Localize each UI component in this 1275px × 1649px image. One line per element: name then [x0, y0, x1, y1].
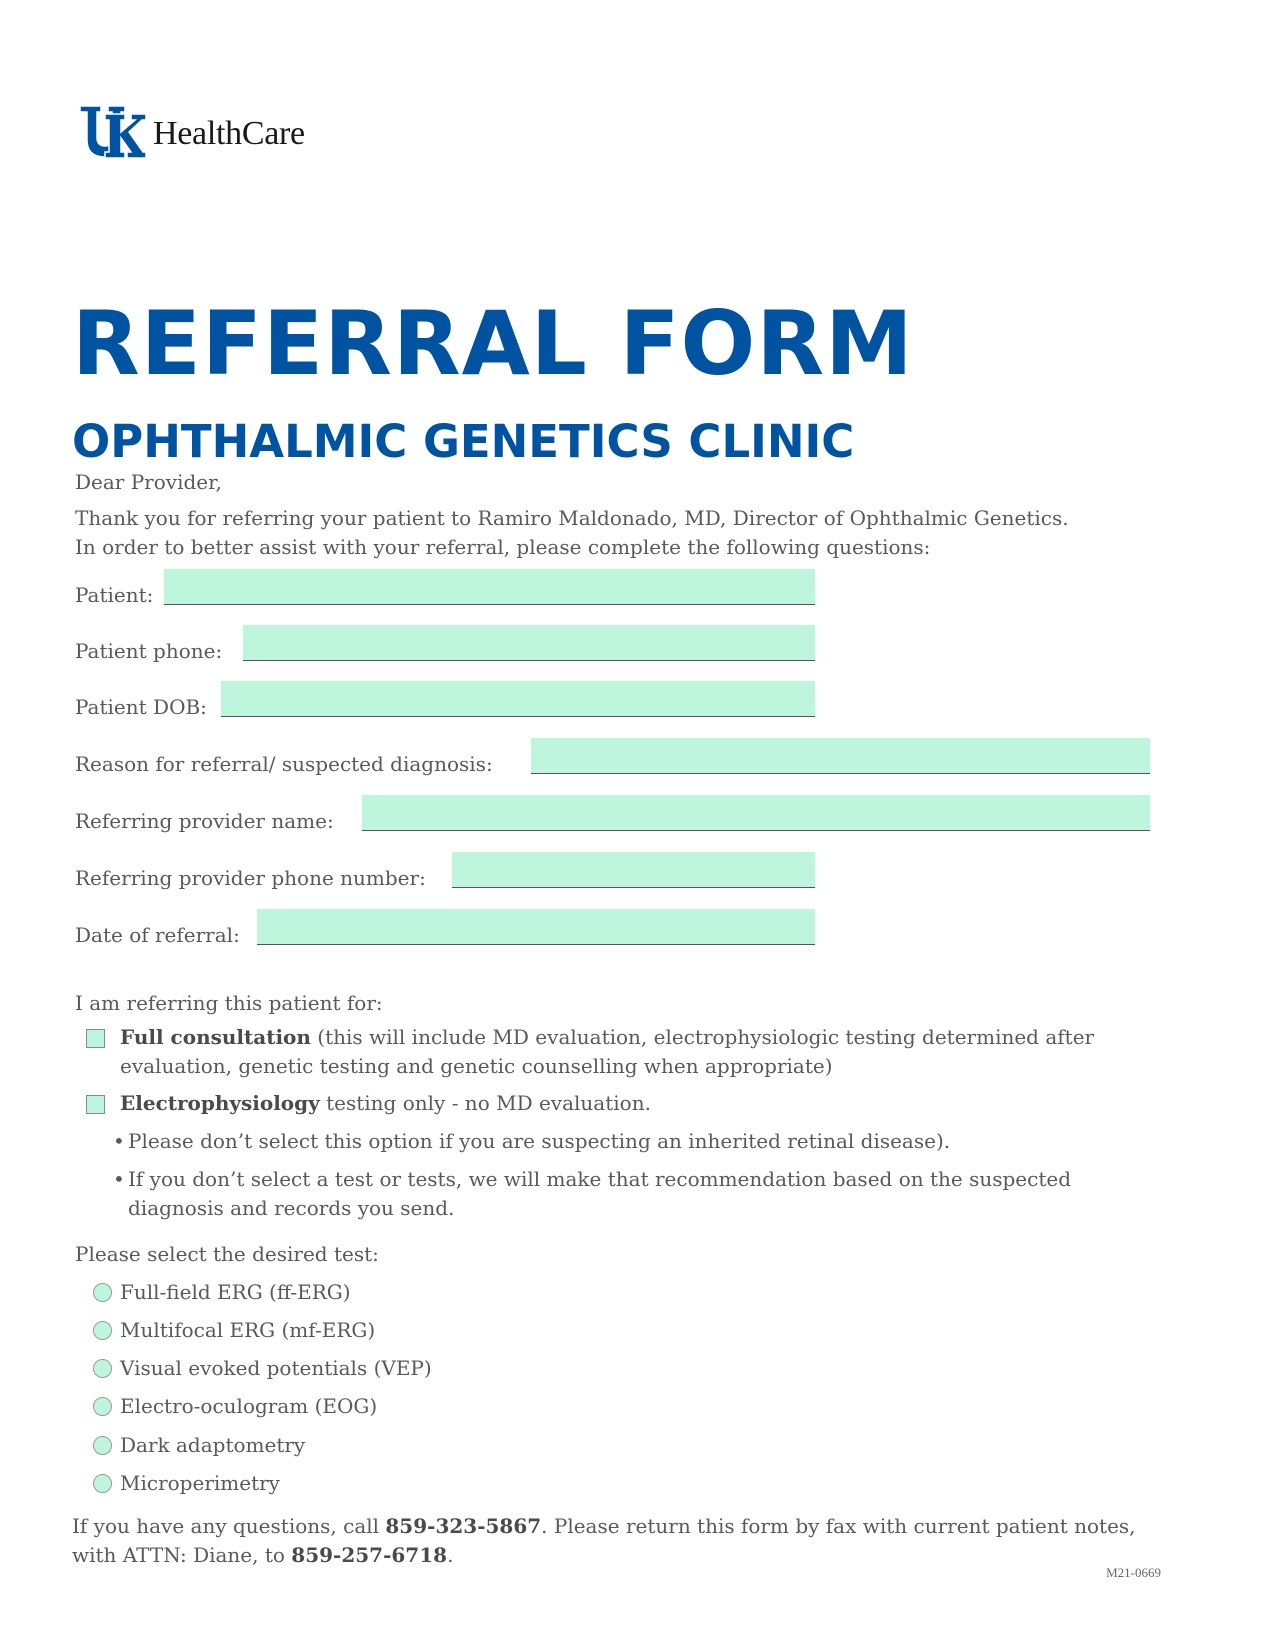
electrophysiology-label: Electrophysiology testing only - no MD evaluation.	[120, 1091, 651, 1115]
radio-ff-erg[interactable]	[93, 1283, 112, 1302]
full-consultation-checkbox[interactable]	[86, 1029, 105, 1048]
page-subtitle: OPHTHALMIC GENETICS CLINIC	[72, 415, 855, 468]
tests-heading: Please select the desired test:	[75, 1242, 379, 1266]
field-label: Patient:	[75, 583, 154, 607]
date-of-referral-input[interactable]	[257, 909, 815, 945]
patient-dob-input[interactable]	[221, 681, 815, 717]
provider-phone-input[interactable]	[452, 852, 815, 888]
full-consultation-label-line-2: evaluation, genetic testing and genetic counselling when appropriate)	[120, 1054, 833, 1078]
bullet: •	[113, 1129, 125, 1153]
phone-number: 859-323-5867	[385, 1514, 542, 1538]
patient-phone-input[interactable]	[243, 625, 815, 661]
radio-vep[interactable]	[93, 1359, 112, 1378]
test-label-mf-erg: Multifocal ERG (mf-ERG)	[120, 1318, 376, 1342]
test-label-microperimetry: Microperimetry	[120, 1471, 280, 1495]
electrophysiology-checkbox[interactable]	[86, 1095, 105, 1114]
test-label-eog: Electro-oculogram (EOG)	[120, 1394, 378, 1418]
referring-for-heading: I am referring this patient for:	[75, 991, 383, 1015]
radio-eog[interactable]	[93, 1397, 112, 1416]
field-patient	[75, 569, 815, 609]
field-label: Date of referral:	[75, 923, 240, 947]
radio-microperimetry[interactable]	[93, 1474, 112, 1493]
salutation: Dear Provider,	[75, 470, 222, 494]
full-consultation-label: Full consultation (this will include MD evaluation, electrophysiologic testing determined after	[120, 1025, 1095, 1049]
field-reason	[75, 738, 1150, 778]
field-label: Patient DOB:	[75, 695, 207, 719]
uk-healthcare-logo	[79, 104, 305, 160]
page-title: REFERRAL FORM	[72, 292, 914, 395]
field-provider-name	[75, 795, 1150, 835]
uk-logo-icon	[79, 104, 147, 160]
radio-dark-adaptometry[interactable]	[93, 1436, 112, 1455]
note-2: If you don’t select a test or tests, we will make that recommendation based on the suspected	[128, 1167, 1072, 1191]
intro-line-2: In order to better assist with your referral, please complete the following questions:	[75, 535, 931, 559]
provider-name-input[interactable]	[362, 795, 1150, 831]
field-label: Referring provider name:	[75, 809, 334, 833]
note-1: Please don’t select this option if you are suspecting an inherited retinal disease).	[128, 1129, 951, 1153]
note-2-line-2: diagnosis and records you send.	[128, 1196, 455, 1220]
footer-line-2: with ATTN: Diane, to 859-257-6718.	[72, 1543, 454, 1567]
field-patient-phone	[75, 625, 815, 665]
field-label: Referring provider phone number:	[75, 866, 426, 890]
patient-input[interactable]	[164, 569, 815, 605]
fax-number: 859-257-6718	[291, 1543, 448, 1567]
field-provider-phone	[75, 852, 815, 892]
field-patient-dob	[75, 681, 815, 721]
test-label-vep: Visual evoked potentials (VEP)	[120, 1356, 432, 1380]
field-date-of-referral	[75, 909, 815, 949]
radio-mf-erg[interactable]	[93, 1321, 112, 1340]
logo-text: HealthCare	[153, 115, 305, 152]
field-label: Patient phone:	[75, 639, 223, 663]
form-code: M21-0669	[1106, 1565, 1161, 1580]
test-label-dark-adaptometry: Dark adaptometry	[120, 1433, 306, 1457]
footer-line-1: If you have any questions, call 859-323-5867. Please return this form by fax with current patient notes,	[72, 1514, 1136, 1538]
reason-input[interactable]	[531, 738, 1150, 774]
intro-line-1: Thank you for referring your patient to Ramiro Maldonado, MD, Director of Ophthalmic Genetics.	[75, 506, 1069, 530]
test-label-ff-erg: Full-field ERG (ff-ERG)	[120, 1280, 351, 1304]
field-label: Reason for referral/ suspected diagnosis:	[75, 752, 493, 776]
bullet: •	[113, 1167, 125, 1191]
